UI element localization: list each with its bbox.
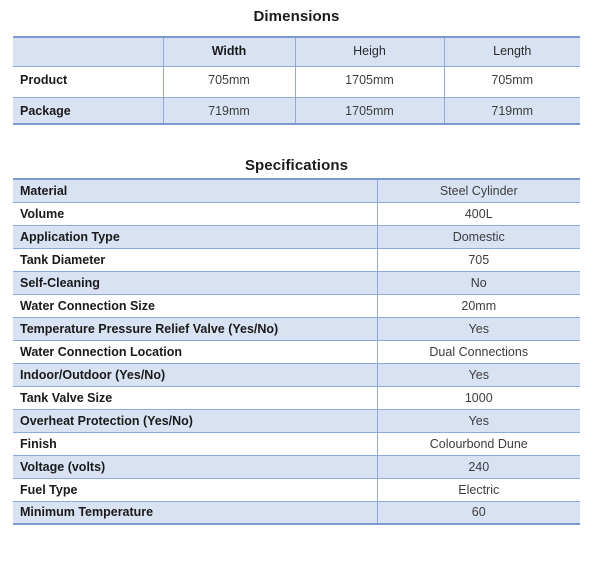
cell-product-length: 705mm (444, 66, 580, 97)
cell-package-length: 719mm (444, 97, 580, 124)
spec-value: 20mm (377, 294, 580, 317)
table-row-package (13, 97, 580, 124)
spec-value: 1000 (377, 386, 580, 409)
spec-value: No (377, 271, 580, 294)
spec-row-tank-diameter (13, 248, 580, 271)
spec-value: Yes (377, 409, 580, 432)
spec-value: Yes (377, 317, 580, 340)
dimensions-table (13, 36, 580, 125)
cell-product-height: 1705mm (295, 66, 444, 97)
spec-value: 705 (377, 248, 580, 271)
spec-label: Water Connection Location (13, 340, 377, 363)
cell-package-width: 719mm (163, 97, 295, 124)
spec-row-volume (13, 202, 580, 225)
spec-label: Voltage (volts) (13, 455, 377, 478)
spec-row-finish (13, 432, 580, 455)
specifications-title: Specifications (244, 157, 349, 174)
row-label: Product (13, 66, 163, 97)
spec-label: Material (13, 179, 377, 202)
spec-value: Dual Connections (377, 340, 580, 363)
spec-row-material (13, 179, 580, 202)
spec-value: Domestic (377, 225, 580, 248)
spec-label: Minimum Temperature (13, 501, 377, 524)
dimensions-title: Dimensions (253, 8, 340, 25)
spec-value: Yes (377, 363, 580, 386)
spec-value: Steel Cylinder (377, 179, 580, 202)
spec-label: Tank Diameter (13, 248, 377, 271)
spec-label: Indoor/Outdoor (Yes/No) (13, 363, 377, 386)
spec-label: Finish (13, 432, 377, 455)
spec-value: Colourbond Dune (377, 432, 580, 455)
spec-label: Fuel Type (13, 478, 377, 501)
spec-label: Temperature Pressure Relief Valve (Yes/No) (13, 317, 377, 340)
spec-value: Electric (377, 478, 580, 501)
spec-value: 60 (377, 501, 580, 524)
spec-row-indoor-outdoor (13, 363, 580, 386)
dimensions-header-width: Width (163, 37, 295, 66)
spec-row-self-cleaning (13, 271, 580, 294)
spec-label: Self-Cleaning (13, 271, 377, 294)
spec-row-overheat-protection (13, 409, 580, 432)
dimensions-header-length: Length (444, 37, 580, 66)
spec-label: Water Connection Size (13, 294, 377, 317)
spec-row-water-connection-location (13, 340, 580, 363)
cell-product-width: 705mm (163, 66, 295, 97)
spec-row-fuel-type (13, 478, 580, 501)
table-row-product (13, 66, 580, 97)
spec-value: 240 (377, 455, 580, 478)
specifications-table (13, 178, 580, 525)
spec-row-minimum-temperature (13, 501, 580, 524)
dimensions-header-row (13, 37, 580, 66)
dimensions-header-blank (13, 37, 163, 66)
spec-value: 400L (377, 202, 580, 225)
spec-row-voltage (13, 455, 580, 478)
cell-package-height: 1705mm (295, 97, 444, 124)
dimensions-header-height: Heigh (295, 37, 444, 66)
spec-label: Tank Valve Size (13, 386, 377, 409)
spec-row-tank-valve-size (13, 386, 580, 409)
spec-label: Volume (13, 202, 377, 225)
specifications-section (13, 157, 580, 525)
spec-row-tpr-valve (13, 317, 580, 340)
spec-label: Overheat Protection (Yes/No) (13, 409, 377, 432)
spec-row-application-type (13, 225, 580, 248)
spec-row-water-connection-size (13, 294, 580, 317)
row-label: Package (13, 97, 163, 124)
spec-label: Application Type (13, 225, 377, 248)
dimensions-section (13, 0, 580, 125)
